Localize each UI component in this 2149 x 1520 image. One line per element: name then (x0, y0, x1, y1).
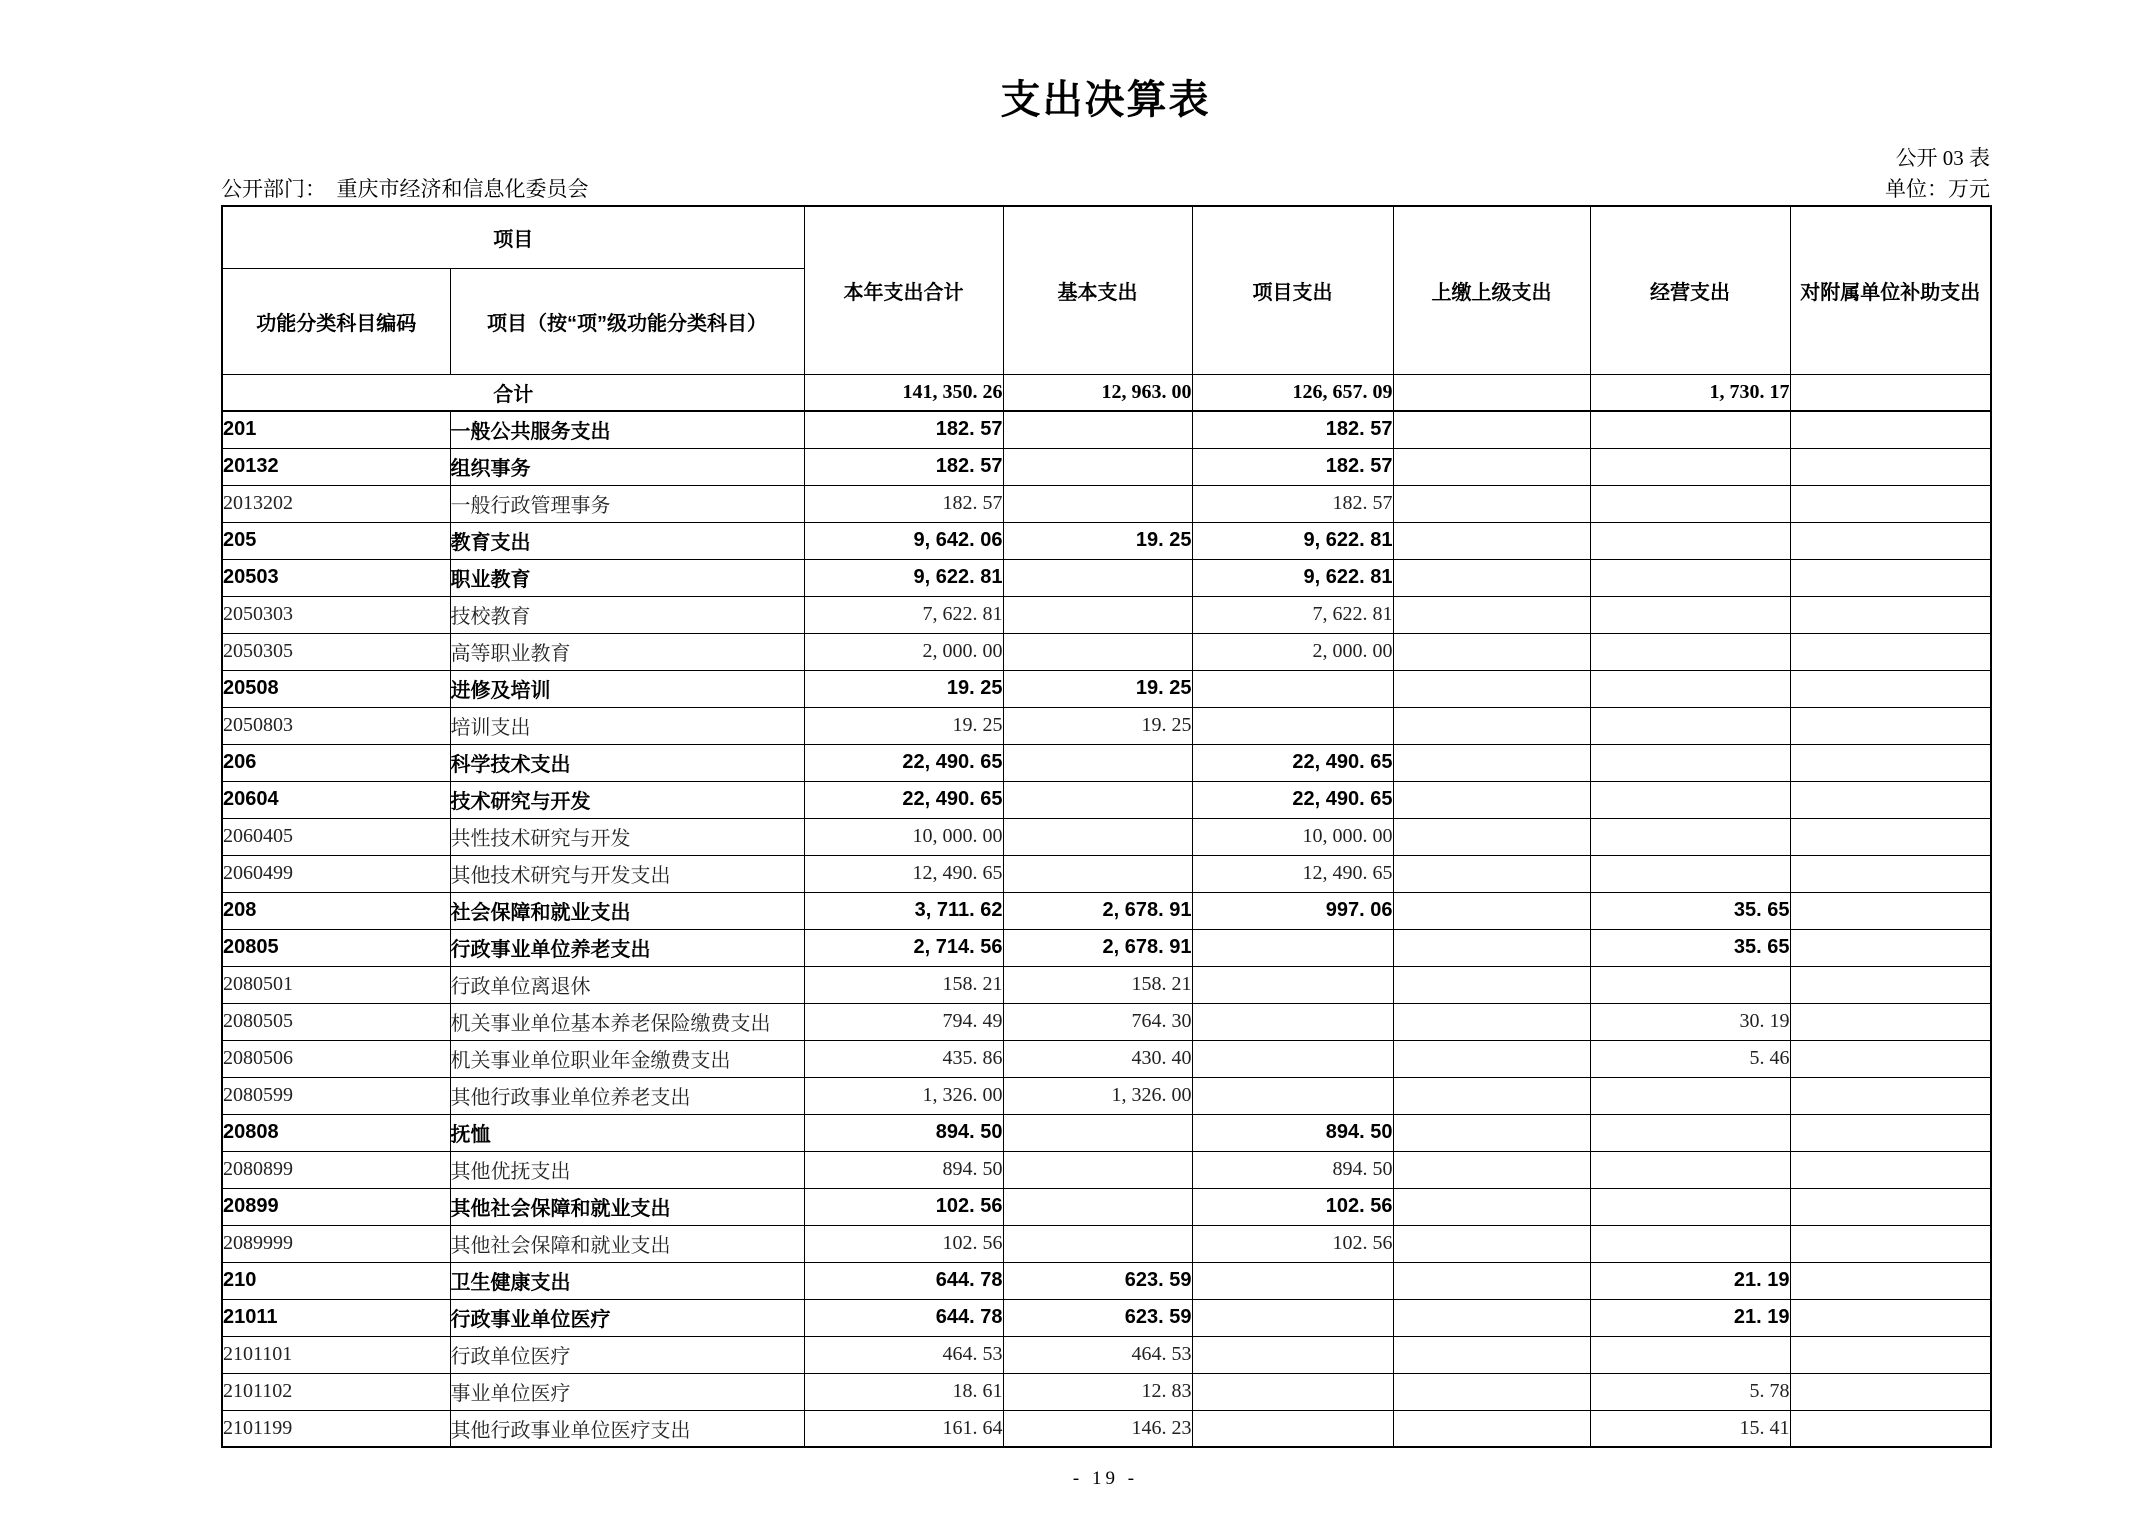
cell-project (1192, 929, 1393, 966)
table-row (222, 485, 1991, 522)
cell-total: 644. 78 (804, 1299, 1003, 1336)
cell-code: 20808 (222, 1114, 450, 1151)
table-row (222, 1040, 1991, 1077)
cell-operating (1590, 448, 1790, 485)
cell-name: 进修及培训 (450, 670, 804, 707)
header-item: 项目（按“项”级功能分类科目） (450, 268, 804, 374)
cell-basic: 623. 59 (1003, 1299, 1192, 1336)
cell-upper (1393, 522, 1590, 559)
table-row (222, 522, 1991, 559)
cell-basic: 19. 25 (1003, 707, 1192, 744)
cell-upper (1393, 448, 1590, 485)
cell-operating (1590, 707, 1790, 744)
cell-name: 组织事务 (450, 448, 804, 485)
cell-project: 102. 56 (1192, 1188, 1393, 1225)
cell-name: 其他行政事业单位养老支出 (450, 1077, 804, 1114)
cell-project: 997. 06 (1192, 892, 1393, 929)
cell-upper (1393, 966, 1590, 1003)
cell-operating (1590, 596, 1790, 633)
cell-project (1192, 1373, 1393, 1410)
cell-upper (1393, 781, 1590, 818)
cell-project (1192, 1299, 1393, 1336)
cell-basic (1003, 411, 1192, 448)
cell-subsidy (1790, 1336, 1991, 1373)
cell-name: 社会保障和就业支出 (450, 892, 804, 929)
cell-project: 9, 622. 81 (1192, 522, 1393, 559)
cell-operating (1590, 1225, 1790, 1262)
table-row (222, 448, 1991, 485)
cell-upper (1393, 1114, 1590, 1151)
cell-code: 210 (222, 1262, 450, 1299)
total-year-total: 141, 350. 26 (804, 374, 1003, 411)
cell-upper (1393, 818, 1590, 855)
header-operating: 经营支出 (1590, 206, 1790, 374)
cell-name: 卫生健康支出 (450, 1262, 804, 1299)
cell-code: 2060499 (222, 855, 450, 892)
cell-total: 182. 57 (804, 411, 1003, 448)
total-row (222, 374, 1991, 411)
cell-project: 182. 57 (1192, 411, 1393, 448)
cell-code: 205 (222, 522, 450, 559)
header-pay-upper: 上缴上级支出 (1393, 206, 1590, 374)
cell-upper (1393, 855, 1590, 892)
cell-name: 其他行政事业单位医疗支出 (450, 1410, 804, 1447)
cell-basic: 623. 59 (1003, 1262, 1192, 1299)
cell-total: 644. 78 (804, 1262, 1003, 1299)
cell-project: 12, 490. 65 (1192, 855, 1393, 892)
table-row (222, 1003, 1991, 1040)
cell-operating: 5. 46 (1590, 1040, 1790, 1077)
cell-project (1192, 1410, 1393, 1447)
cell-project: 102. 56 (1192, 1225, 1393, 1262)
cell-operating: 5. 78 (1590, 1373, 1790, 1410)
cell-project: 894. 50 (1192, 1151, 1393, 1188)
header-row-group (222, 206, 1991, 268)
cell-upper (1393, 1188, 1590, 1225)
total-label: 合计 (222, 374, 804, 411)
table-row (222, 1225, 1991, 1262)
cell-subsidy (1790, 670, 1991, 707)
cell-code: 206 (222, 744, 450, 781)
table-row (222, 411, 1991, 448)
cell-subsidy (1790, 485, 1991, 522)
meta-line (221, 173, 1990, 203)
table-row (222, 1410, 1991, 1447)
cell-code: 2060405 (222, 818, 450, 855)
cell-code: 2050305 (222, 633, 450, 670)
cell-basic: 2, 678. 91 (1003, 892, 1192, 929)
cell-name: 共性技术研究与开发 (450, 818, 804, 855)
table-row (222, 855, 1991, 892)
cell-name: 一般公共服务支出 (450, 411, 804, 448)
cell-operating (1590, 1114, 1790, 1151)
cell-total: 2, 714. 56 (804, 929, 1003, 966)
cell-total: 182. 57 (804, 448, 1003, 485)
cell-code: 20805 (222, 929, 450, 966)
cell-project: 894. 50 (1192, 1114, 1393, 1151)
cell-code: 2080899 (222, 1151, 450, 1188)
cell-code: 21011 (222, 1299, 450, 1336)
cell-subsidy (1790, 448, 1991, 485)
cell-code: 2080501 (222, 966, 450, 1003)
cell-operating (1590, 1151, 1790, 1188)
cell-code: 20899 (222, 1188, 450, 1225)
cell-name: 行政单位医疗 (450, 1336, 804, 1373)
cell-subsidy (1790, 855, 1991, 892)
cell-basic: 146. 23 (1003, 1410, 1192, 1447)
cell-code: 20604 (222, 781, 450, 818)
table-row (222, 559, 1991, 596)
cell-operating (1590, 818, 1790, 855)
cell-total: 435. 86 (804, 1040, 1003, 1077)
cell-operating: 21. 19 (1590, 1262, 1790, 1299)
cell-project (1192, 1262, 1393, 1299)
table-row (222, 892, 1991, 929)
header-basic: 基本支出 (1003, 206, 1192, 374)
cell-basic: 2, 678. 91 (1003, 929, 1192, 966)
cell-upper (1393, 1225, 1590, 1262)
cell-operating: 15. 41 (1590, 1410, 1790, 1447)
cell-basic: 12. 83 (1003, 1373, 1192, 1410)
cell-upper (1393, 1151, 1590, 1188)
cell-code: 20132 (222, 448, 450, 485)
table-row (222, 1299, 1991, 1336)
cell-operating (1590, 633, 1790, 670)
cell-operating (1590, 559, 1790, 596)
cell-total: 18. 61 (804, 1373, 1003, 1410)
table-row (222, 1114, 1991, 1151)
cell-upper (1393, 559, 1590, 596)
total-pay-upper (1393, 374, 1590, 411)
cell-subsidy (1790, 559, 1991, 596)
cell-code: 20508 (222, 670, 450, 707)
cell-total: 22, 490. 65 (804, 781, 1003, 818)
header-subsidy: 对附属单位补助支出 (1790, 206, 1991, 374)
table-row (222, 744, 1991, 781)
table-row (222, 1336, 1991, 1373)
cell-upper (1393, 485, 1590, 522)
cell-total: 1, 326. 00 (804, 1077, 1003, 1114)
cell-basic (1003, 855, 1192, 892)
header-year-total: 本年支出合计 (804, 206, 1003, 374)
cell-basic (1003, 1151, 1192, 1188)
header-project-group: 项目 (222, 206, 804, 268)
expenditure-table (221, 205, 1992, 1448)
cell-subsidy (1790, 929, 1991, 966)
cell-project: 182. 57 (1192, 448, 1393, 485)
cell-code: 2101102 (222, 1373, 450, 1410)
cell-subsidy (1790, 1151, 1991, 1188)
cell-total: 9, 622. 81 (804, 559, 1003, 596)
cell-code: 2080599 (222, 1077, 450, 1114)
header-project: 项目支出 (1192, 206, 1393, 374)
cell-name: 事业单位医疗 (450, 1373, 804, 1410)
cell-upper (1393, 1410, 1590, 1447)
cell-total: 7, 622. 81 (804, 596, 1003, 633)
cell-name: 机关事业单位职业年金缴费支出 (450, 1040, 804, 1077)
cell-subsidy (1790, 1040, 1991, 1077)
cell-operating (1590, 485, 1790, 522)
table-row (222, 1188, 1991, 1225)
cell-name: 高等职业教育 (450, 633, 804, 670)
cell-operating (1590, 1188, 1790, 1225)
table-row (222, 818, 1991, 855)
cell-total: 9, 642. 06 (804, 522, 1003, 559)
total-operating: 1, 730. 17 (1590, 374, 1790, 411)
cell-project (1192, 1040, 1393, 1077)
cell-code: 2050303 (222, 596, 450, 633)
cell-project: 22, 490. 65 (1192, 744, 1393, 781)
cell-upper (1393, 892, 1590, 929)
cell-code: 2080506 (222, 1040, 450, 1077)
cell-subsidy (1790, 707, 1991, 744)
cell-upper (1393, 929, 1590, 966)
cell-total: 102. 56 (804, 1188, 1003, 1225)
cell-basic (1003, 1188, 1192, 1225)
cell-total: 2, 000. 00 (804, 633, 1003, 670)
cell-code: 2089999 (222, 1225, 450, 1262)
cell-upper (1393, 633, 1590, 670)
cell-operating (1590, 1336, 1790, 1373)
cell-project (1192, 1336, 1393, 1373)
cell-basic: 764. 30 (1003, 1003, 1192, 1040)
cell-code: 2050803 (222, 707, 450, 744)
cell-project (1192, 1003, 1393, 1040)
cell-upper (1393, 1077, 1590, 1114)
cell-total: 894. 50 (804, 1151, 1003, 1188)
cell-subsidy (1790, 1225, 1991, 1262)
cell-basic: 158. 21 (1003, 966, 1192, 1003)
cell-project: 10, 000. 00 (1192, 818, 1393, 855)
total-subsidy (1790, 374, 1991, 411)
department-line (221, 173, 589, 203)
cell-upper (1393, 670, 1590, 707)
cell-basic (1003, 633, 1192, 670)
total-project: 126, 657. 09 (1192, 374, 1393, 411)
cell-total: 102. 56 (804, 1225, 1003, 1262)
cell-basic: 430. 40 (1003, 1040, 1192, 1077)
cell-name: 机关事业单位基本养老保险缴费支出 (450, 1003, 804, 1040)
cell-name: 其他优抚支出 (450, 1151, 804, 1188)
cell-basic (1003, 1114, 1192, 1151)
cell-subsidy (1790, 596, 1991, 633)
cell-subsidy (1790, 1262, 1991, 1299)
cell-subsidy (1790, 1299, 1991, 1336)
table-row (222, 1373, 1991, 1410)
cell-subsidy (1790, 818, 1991, 855)
table-row (222, 670, 1991, 707)
cell-subsidy (1790, 744, 1991, 781)
cell-basic (1003, 744, 1192, 781)
cell-subsidy (1790, 1410, 1991, 1447)
cell-basic (1003, 596, 1192, 633)
cell-code: 2080505 (222, 1003, 450, 1040)
cell-subsidy (1790, 1373, 1991, 1410)
cell-operating: 30. 19 (1590, 1003, 1790, 1040)
unit-label: 单位：万元 (1885, 177, 1990, 201)
cell-basic: 19. 25 (1003, 522, 1192, 559)
cell-total: 894. 50 (804, 1114, 1003, 1151)
table-row (222, 1077, 1991, 1114)
cell-project: 9, 622. 81 (1192, 559, 1393, 596)
cell-project (1192, 670, 1393, 707)
cell-subsidy (1790, 781, 1991, 818)
cell-code: 2101199 (222, 1410, 450, 1447)
cell-subsidy (1790, 892, 1991, 929)
page-title: 支出决算表 (1000, 78, 1211, 122)
cell-name: 抚恤 (450, 1114, 804, 1151)
cell-project: 182. 57 (1192, 485, 1393, 522)
cell-basic (1003, 485, 1192, 522)
department-value: 重庆市经济和信息化委员会 (336, 177, 589, 201)
table-row (222, 1262, 1991, 1299)
cell-upper (1393, 707, 1590, 744)
cell-total: 794. 49 (804, 1003, 1003, 1040)
cell-name: 行政事业单位医疗 (450, 1299, 804, 1336)
cell-basic (1003, 781, 1192, 818)
cell-name: 其他社会保障和就业支出 (450, 1225, 804, 1262)
cell-name: 行政事业单位养老支出 (450, 929, 804, 966)
cell-upper (1393, 1003, 1590, 1040)
table-body (222, 374, 1991, 1447)
cell-project: 7, 622. 81 (1192, 596, 1393, 633)
cell-subsidy (1790, 1188, 1991, 1225)
total-basic: 12, 963. 00 (1003, 374, 1192, 411)
cell-name: 一般行政管理事务 (450, 485, 804, 522)
page-number: - 19 - (1072, 1468, 1139, 1489)
cell-upper (1393, 1373, 1590, 1410)
cell-total: 161. 64 (804, 1410, 1003, 1447)
cell-project (1192, 1077, 1393, 1114)
cell-name: 职业教育 (450, 559, 804, 596)
cell-operating: 35. 65 (1590, 892, 1790, 929)
cell-total: 12, 490. 65 (804, 855, 1003, 892)
cell-total: 464. 53 (804, 1336, 1003, 1373)
cell-upper (1393, 1040, 1590, 1077)
cell-name: 其他社会保障和就业支出 (450, 1188, 804, 1225)
cell-total: 22, 490. 65 (804, 744, 1003, 781)
cell-total: 10, 000. 00 (804, 818, 1003, 855)
cell-name: 技校教育 (450, 596, 804, 633)
cell-project: 2, 000. 00 (1192, 633, 1393, 670)
cell-name: 行政单位离退休 (450, 966, 804, 1003)
cell-operating (1590, 670, 1790, 707)
cell-name: 培训支出 (450, 707, 804, 744)
cell-upper (1393, 744, 1590, 781)
cell-operating (1590, 1077, 1790, 1114)
cell-code: 2101101 (222, 1336, 450, 1373)
cell-total: 158. 21 (804, 966, 1003, 1003)
cell-operating (1590, 966, 1790, 1003)
cell-name: 技术研究与开发 (450, 781, 804, 818)
cell-basic (1003, 559, 1192, 596)
cell-total: 19. 25 (804, 670, 1003, 707)
cell-operating: 35. 65 (1590, 929, 1790, 966)
table-row (222, 596, 1991, 633)
table-row (222, 966, 1991, 1003)
cell-basic (1003, 448, 1192, 485)
cell-subsidy (1790, 522, 1991, 559)
table-row (222, 781, 1991, 818)
cell-upper (1393, 1336, 1590, 1373)
table-row (222, 633, 1991, 670)
cell-name: 其他技术研究与开发支出 (450, 855, 804, 892)
header-code: 功能分类科目编码 (222, 268, 450, 374)
cell-name: 教育支出 (450, 522, 804, 559)
cell-subsidy (1790, 966, 1991, 1003)
cell-operating (1590, 522, 1790, 559)
cell-basic (1003, 1225, 1192, 1262)
cell-code: 2013202 (222, 485, 450, 522)
cell-subsidy (1790, 411, 1991, 448)
department-label: 公开部门： (221, 177, 326, 201)
cell-project (1192, 707, 1393, 744)
cell-subsidy (1790, 1114, 1991, 1151)
table-row (222, 1151, 1991, 1188)
form-code-label: 公开 03 表 (1895, 146, 1990, 170)
cell-basic: 464. 53 (1003, 1336, 1192, 1373)
cell-operating: 21. 19 (1590, 1299, 1790, 1336)
cell-upper (1393, 1262, 1590, 1299)
cell-upper (1393, 411, 1590, 448)
cell-basic (1003, 818, 1192, 855)
cell-upper (1393, 1299, 1590, 1336)
cell-operating (1590, 855, 1790, 892)
cell-operating (1590, 781, 1790, 818)
cell-total: 19. 25 (804, 707, 1003, 744)
table-row (222, 707, 1991, 744)
cell-subsidy (1790, 633, 1991, 670)
cell-operating (1590, 744, 1790, 781)
cell-project: 22, 490. 65 (1192, 781, 1393, 818)
cell-total: 3, 711. 62 (804, 892, 1003, 929)
cell-code: 20503 (222, 559, 450, 596)
cell-code: 201 (222, 411, 450, 448)
cell-subsidy (1790, 1003, 1991, 1040)
cell-name: 科学技术支出 (450, 744, 804, 781)
cell-upper (1393, 596, 1590, 633)
table-row (222, 929, 1991, 966)
cell-project (1192, 966, 1393, 1003)
cell-basic: 1, 326. 00 (1003, 1077, 1192, 1114)
cell-total: 182. 57 (804, 485, 1003, 522)
cell-operating (1590, 411, 1790, 448)
cell-subsidy (1790, 1077, 1991, 1114)
cell-basic: 19. 25 (1003, 670, 1192, 707)
cell-code: 208 (222, 892, 450, 929)
